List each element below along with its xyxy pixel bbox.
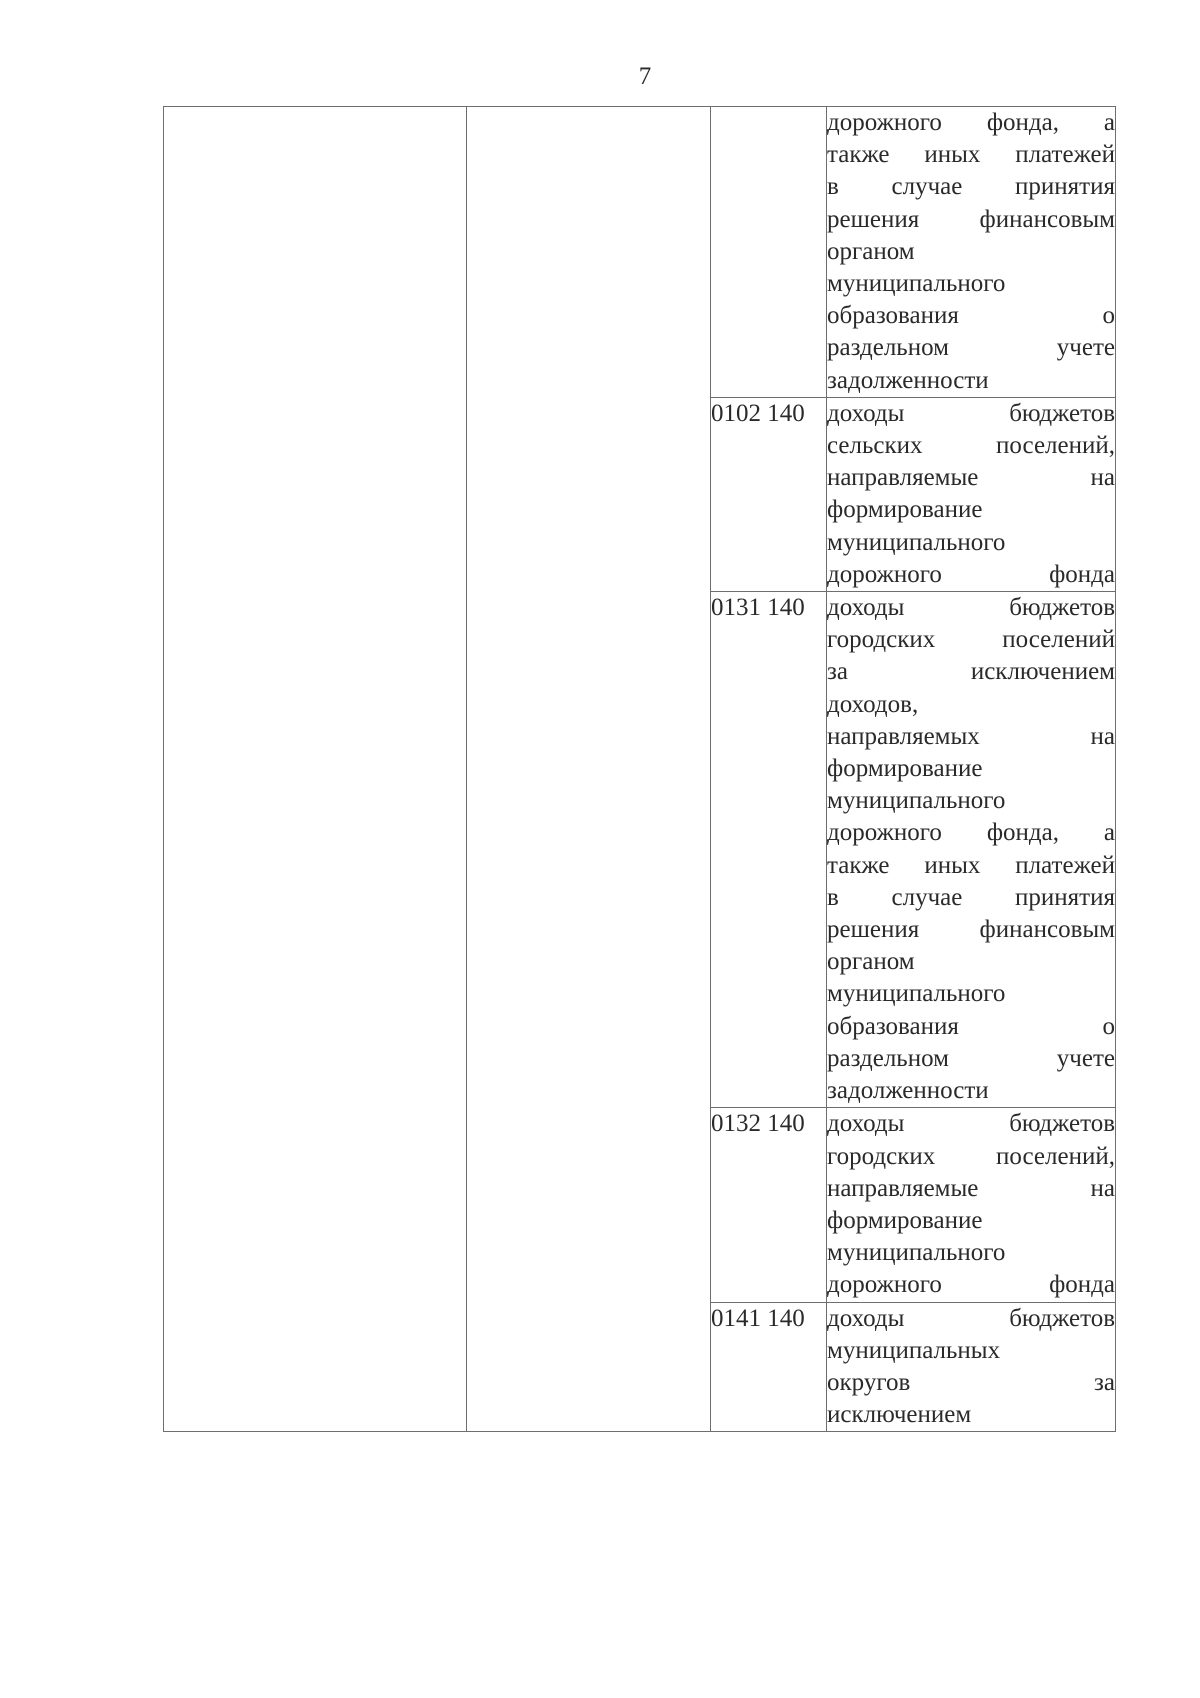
description-line: дорожного фонда bbox=[827, 560, 1115, 588]
description-line: направляемые на bbox=[827, 464, 1115, 492]
description-line: округов за bbox=[827, 1368, 1115, 1396]
description-line: городских поселений bbox=[827, 626, 1115, 654]
income-code-cell: 0102 140 bbox=[711, 397, 827, 591]
description-line: образования о bbox=[827, 302, 1115, 330]
income-code-cell: 0132 140 bbox=[711, 1108, 827, 1302]
income-description-cell bbox=[827, 107, 1116, 398]
description-line: доходы бюджетов bbox=[827, 399, 1115, 427]
description-line: доходы бюджетов bbox=[827, 594, 1115, 622]
income-description-cell bbox=[827, 397, 1116, 591]
description-line: органом bbox=[827, 948, 915, 976]
description-line: задолженности bbox=[827, 1077, 989, 1105]
income-code-cell: 0131 140 bbox=[711, 592, 827, 1108]
description-line: муниципального bbox=[827, 528, 1006, 556]
description-line: доходы бюджетов bbox=[827, 1304, 1115, 1332]
description-line: муниципальных bbox=[827, 1336, 1001, 1364]
description-line: муниципального bbox=[827, 1239, 1006, 1267]
table-row bbox=[164, 107, 1116, 398]
description-line: сельских поселений, bbox=[827, 432, 1115, 460]
table-body bbox=[164, 107, 1116, 1432]
description-line: доходов, bbox=[827, 690, 919, 718]
description-line: раздельном учете bbox=[827, 1044, 1115, 1072]
description-line: в случае принятия bbox=[827, 883, 1115, 911]
description-line: направляемых на bbox=[827, 722, 1115, 750]
description-line: решения финансовым bbox=[827, 205, 1115, 233]
description-line: решения финансовым bbox=[827, 916, 1115, 944]
description-line: дорожного фонда bbox=[827, 1271, 1115, 1299]
description-line: задолженности bbox=[827, 366, 989, 394]
description-line: муниципального bbox=[827, 787, 1006, 815]
description-line: муниципального bbox=[827, 980, 1006, 1008]
description-line: также иных платежей bbox=[827, 851, 1115, 879]
description-line: доходы бюджетов bbox=[827, 1110, 1115, 1138]
empty-column-2-cell bbox=[467, 107, 711, 1432]
description-line: в случае принятия bbox=[827, 173, 1115, 201]
description-line: исключением bbox=[827, 1401, 972, 1429]
description-line: раздельном учете bbox=[827, 334, 1115, 362]
empty-column-1-cell bbox=[164, 107, 467, 1432]
income-description-cell bbox=[827, 1302, 1116, 1432]
description-line: дорожного фонда, а bbox=[827, 819, 1115, 847]
description-line: формирование bbox=[827, 755, 983, 783]
description-line: формирование bbox=[827, 496, 983, 524]
description-line: также иных платежей bbox=[827, 141, 1115, 169]
description-line: за исключением bbox=[827, 658, 1115, 686]
budget-code-table bbox=[163, 106, 1116, 1432]
description-line: городских поселений, bbox=[827, 1142, 1115, 1170]
description-line: образования о bbox=[827, 1012, 1115, 1040]
description-line: дорожного фонда, а bbox=[827, 109, 1115, 136]
income-code-cell: 0141 140 bbox=[711, 1302, 827, 1432]
description-line: органом bbox=[827, 237, 915, 265]
page-number: 7 bbox=[638, 63, 652, 90]
income-description-cell bbox=[827, 1108, 1116, 1302]
description-line: муниципального bbox=[827, 270, 1006, 298]
income-code-cell bbox=[711, 107, 827, 398]
description-line: направляемые на bbox=[827, 1174, 1115, 1202]
description-line: формирование bbox=[827, 1206, 983, 1234]
income-description-cell bbox=[827, 592, 1116, 1108]
